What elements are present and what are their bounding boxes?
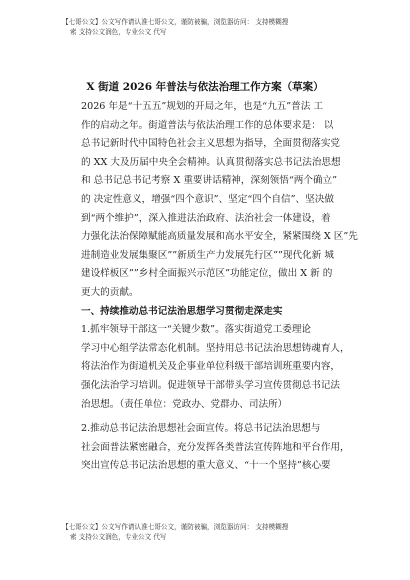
document-title: X 街道 2026 年普法与依法治理工作方案（草案）: [86, 81, 324, 93]
text-line: 2026 年是“十五五”规划的开局之年，也是“九五”普法 工: [81, 101, 324, 112]
text-line: 总书记新时代中国特色社会主义思想为指导，全面贯彻落实党: [81, 138, 341, 150]
section-heading: 一、持续推动总书记法治思想学习贯彻走深走实: [81, 305, 283, 317]
text-line: 到“两个维护”，深入推进法治政府、法治社会一体建设，着: [81, 212, 331, 224]
footer-line-1: 【七哥公文】公文写作请认准七哥公文，谨防被骗，浏览器访问： 支持模糊搜: [62, 523, 289, 531]
text-line: 治思想。（责任单位：党政办、党群办、司法所）: [81, 398, 288, 410]
header-line-1: 【七哥公文】公文写作请认准七哥公文，谨防被骗，浏览器访问： 支持模糊搜: [62, 18, 289, 26]
text-line: 建设样板区””乡村全面振兴示范区”功能定位，做出 X 新 的: [81, 268, 333, 280]
text-line: 进制造业发展集聚区””新质生产力发展先行区””现代化新 城: [81, 249, 334, 261]
text-line: 强化法治学习培训。促进领导干部带头学习宣传贯彻总书记法: [81, 379, 341, 391]
paragraph-general-requirements: [62, 98, 362, 303]
paragraph-item-1: [62, 321, 362, 414]
document-body: [62, 98, 362, 476]
text-line: 作的启动之年。街道普法与依法治理工作的总体要求是： 以: [81, 119, 334, 131]
footer-line-2: 索 支持公文润色，专业公文 代写: [70, 533, 167, 541]
text-line: 和 总书记总书记考察 X 重要讲话精神，深刻领悟“两个确立”: [81, 175, 338, 187]
text-line: 1.抓牢领导干部这一“关键少数”。落实街道党工委理论: [81, 324, 312, 336]
text-line: 将法治作为街道机关及企事业单位科级干部培训班重要内容，: [81, 361, 341, 373]
text-line: 力强化法治保障赋能高质量发展和高水平安全，紧紧围绕 X 区”先: [81, 231, 358, 243]
text-line: 社会面普法紧密融合，充分发挥各类普法宣传阵地和平台作用，: [81, 441, 350, 453]
header-line-2: 索 支持公文润色，专业公文 代写: [70, 28, 167, 36]
text-line: 更大的贡献。: [81, 286, 139, 298]
text-line: 学习中心组学法常态化机制。坚持用总书记法治思想铸魂育人，: [81, 342, 350, 354]
paragraph-item-2: [62, 420, 362, 476]
page-footer: [62, 522, 362, 542]
text-line: 突出宣传总书记法治思想的重大意义、“十一个坚持”核心要: [81, 460, 331, 472]
text-line: 的 决定性意义，增强“四个意识”、坚定“四个自信”、坚决做: [81, 193, 334, 205]
text-line: 2.推动总书记法治思想社会面宣传。将总书记法治思想与: [81, 423, 321, 435]
page-header: [62, 17, 362, 37]
text-line: 的 XX 大及历届中央全会精神。认真贯彻落实总书记法治思想: [81, 156, 341, 168]
